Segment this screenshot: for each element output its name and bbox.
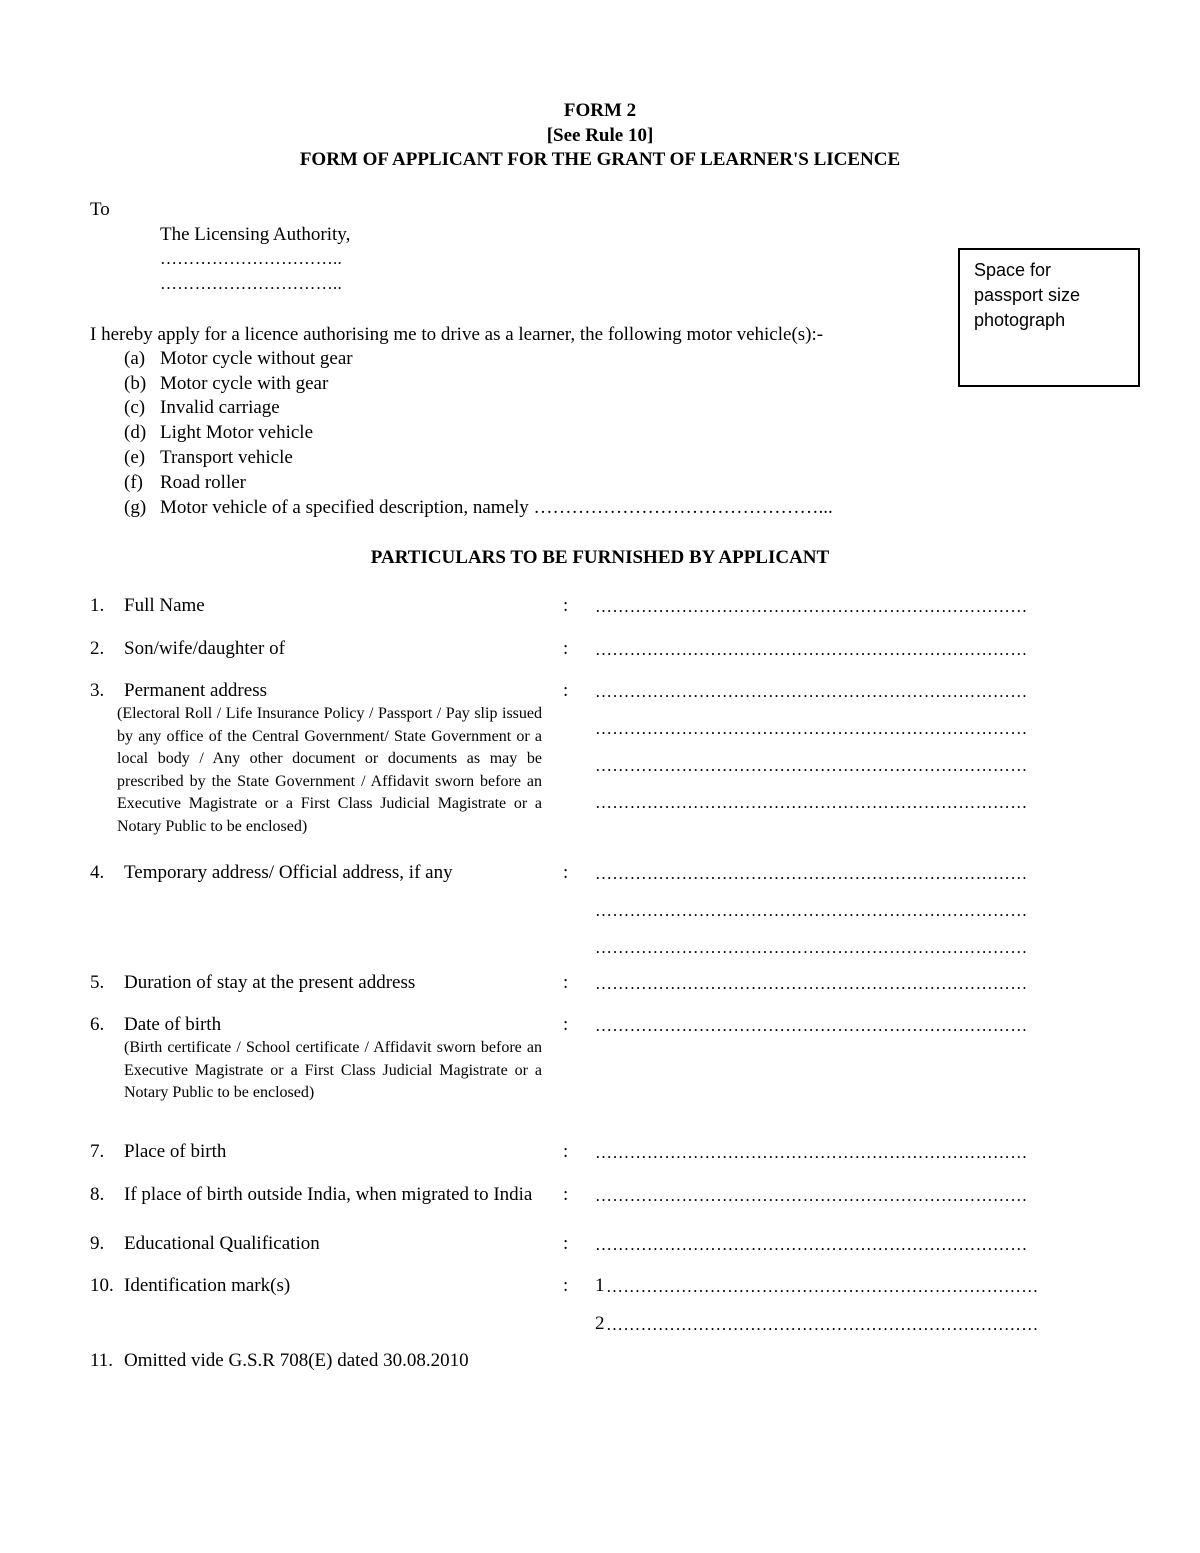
identification-mark-field-1[interactable]: …………………………………………………………………: [606, 1277, 1039, 1296]
colon: :: [563, 1014, 569, 1035]
vehicle-letter: (d): [124, 422, 147, 443]
form-number: FORM 2: [563, 100, 637, 121]
identification-marks-label: Identification mark(s): [124, 1275, 291, 1296]
vehicle-letter: (c): [124, 397, 146, 418]
education-field[interactable]: …………………………………………………………………: [595, 1235, 1028, 1254]
date-of-birth-note: (Birth certificate / School certificate / Affidavit sworn before an Executive Magistrate or a First Class Judicial Magistrate or a Notary Public to be enclosed): [124, 1039, 542, 1101]
to-label: To: [90, 199, 110, 220]
item-number: 2.: [90, 638, 105, 659]
parent-name-field[interactable]: …………………………………………………………………: [595, 640, 1028, 659]
full-name-field[interactable]: …………………………………………………………………: [595, 597, 1028, 616]
temporary-address-label: Temporary address/ Official address, if any: [124, 862, 453, 883]
colon: :: [563, 638, 569, 659]
mark-number: 2: [595, 1313, 605, 1334]
colon: :: [563, 1275, 569, 1296]
item-number: 1.: [90, 595, 105, 616]
item-number: 4.: [90, 862, 105, 883]
vehicle-letter: (g): [124, 497, 147, 518]
permanent-address-field-3[interactable]: …………………………………………………………………: [595, 756, 1028, 775]
item-number: 10.: [90, 1275, 114, 1296]
date-of-birth-label: Date of birth: [124, 1014, 222, 1035]
vehicle-label: Road roller: [160, 472, 247, 493]
vehicle-label: Transport vehicle: [160, 447, 293, 468]
colon: :: [563, 1184, 569, 1205]
rule-reference: [See Rule 10]: [546, 125, 654, 146]
passport-photo-label: Space for passport size photograph: [974, 260, 1081, 330]
colon: :: [563, 680, 569, 701]
vehicle-label: Motor cycle without gear: [160, 348, 353, 369]
permanent-address-field-4[interactable]: …………………………………………………………………: [595, 793, 1028, 812]
permanent-address-label: Permanent address: [124, 680, 267, 701]
authority-address-line-2: …………………………..: [160, 274, 343, 293]
vehicle-label: Motor cycle with gear: [160, 373, 329, 394]
item-number: 3.: [90, 680, 105, 701]
authority-address-line-1: …………………………..: [160, 249, 343, 268]
colon: :: [563, 1233, 569, 1254]
education-label: Educational Qualification: [124, 1233, 320, 1254]
temporary-address-field-2[interactable]: …………………………………………………………………: [595, 901, 1028, 920]
vehicle-letter: (e): [124, 447, 146, 468]
licensing-authority: The Licensing Authority,: [160, 224, 351, 245]
mark-number: 1: [595, 1275, 605, 1296]
permanent-address-field-2[interactable]: …………………………………………………………………: [595, 719, 1028, 738]
vehicle-letter: (a): [124, 348, 146, 369]
place-of-birth-field[interactable]: …………………………………………………………………: [595, 1143, 1028, 1162]
full-name-label: Full Name: [124, 595, 205, 616]
colon: :: [563, 862, 569, 883]
item-number: 5.: [90, 972, 105, 993]
date-of-birth-field[interactable]: …………………………………………………………………: [595, 1016, 1028, 1035]
permanent-address-note: (Electoral Roll / Life Insurance Policy / Passport / Pay slip issued by any office of the Central Government/ State Government or a local body / Any other document or documents as may be prescribed by the State Government / Affidavit sworn before an Executive Magistrate or a First Class Judicial Magistrate or a Notary Public to be enclosed): [117, 705, 542, 835]
duration-of-stay-field[interactable]: …………………………………………………………………: [595, 974, 1028, 993]
migration-field[interactable]: …………………………………………………………………: [595, 1186, 1028, 1205]
form-title: FORM OF APPLICANT FOR THE GRANT OF LEARNER'S LICENCE: [299, 149, 901, 170]
particulars-heading: PARTICULARS TO BE FURNISHED BY APPLICANT: [370, 547, 830, 568]
place-of-birth-label: Place of birth: [124, 1141, 227, 1162]
application-intro: I hereby apply for a licence authorising me to drive as a learner, the following motor vehicle(s):-: [90, 324, 824, 345]
temporary-address-field-1[interactable]: …………………………………………………………………: [595, 864, 1028, 883]
vehicle-letter: (b): [124, 373, 147, 394]
colon: :: [563, 972, 569, 993]
migration-label: If place of birth outside India, when migrated to India: [124, 1184, 533, 1205]
colon: :: [563, 1141, 569, 1162]
item-number: 11.: [90, 1350, 114, 1371]
parent-name-label: Son/wife/daughter of: [124, 638, 285, 659]
item-number: 6.: [90, 1014, 105, 1035]
permanent-address-field-1[interactable]: …………………………………………………………………: [595, 682, 1028, 701]
vehicle-letter: (f): [124, 472, 143, 493]
vehicle-label: Invalid carriage: [160, 397, 280, 418]
duration-of-stay-label: Duration of stay at the present address: [124, 972, 416, 993]
item-number: 8.: [90, 1184, 105, 1205]
temporary-address-field-3[interactable]: …………………………………………………………………: [595, 938, 1028, 957]
item-number: 9.: [90, 1233, 105, 1254]
omitted-item-label: Omitted vide G.S.R 708(E) dated 30.08.2010: [124, 1350, 469, 1371]
item-number: 7.: [90, 1141, 105, 1162]
colon: :: [563, 595, 569, 616]
vehicle-label: Motor vehicle of a specified description, namely ………………………………………...: [160, 497, 833, 518]
identification-mark-field-2[interactable]: …………………………………………………………………: [606, 1315, 1039, 1334]
vehicle-label: Light Motor vehicle: [160, 422, 314, 443]
